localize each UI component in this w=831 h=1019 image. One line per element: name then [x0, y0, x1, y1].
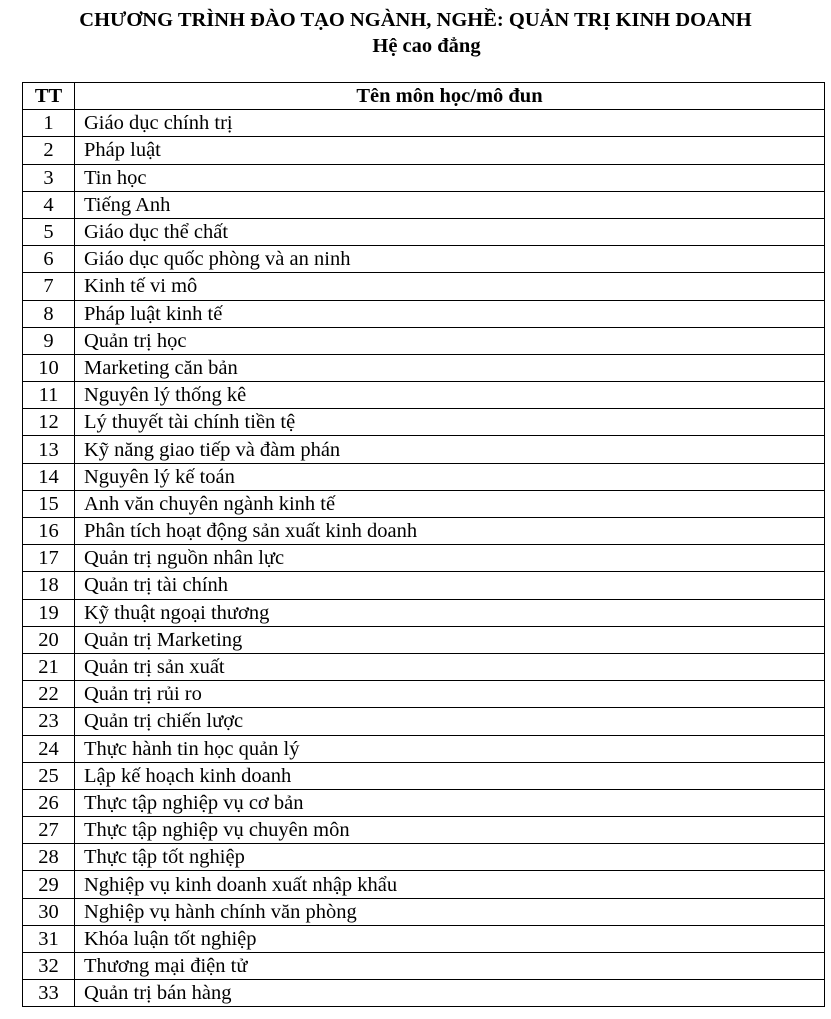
row-subject: Thương mại điện tử	[75, 953, 825, 980]
row-subject: Thực tập nghiệp vụ cơ bản	[75, 789, 825, 816]
row-number: 16	[23, 518, 75, 545]
table-row	[23, 925, 825, 952]
row-subject: Thực hành tin học quản lý	[75, 735, 825, 762]
table-row	[23, 653, 825, 680]
row-subject: Phân tích hoạt động sản xuất kinh doanh	[75, 518, 825, 545]
table-row	[23, 980, 825, 1007]
row-number: 26	[23, 789, 75, 816]
row-number: 5	[23, 218, 75, 245]
table-row	[23, 137, 825, 164]
row-subject: Quản trị sản xuất	[75, 653, 825, 680]
row-subject: Kỹ năng giao tiếp và đàm phán	[75, 436, 825, 463]
row-number: 28	[23, 844, 75, 871]
table-row	[23, 545, 825, 572]
table-row	[23, 436, 825, 463]
row-subject: Quản trị chiến lược	[75, 708, 825, 735]
table-row	[23, 871, 825, 898]
row-subject: Giáo dục quốc phòng và an ninh	[75, 246, 825, 273]
table-row	[23, 681, 825, 708]
row-subject: Pháp luật	[75, 137, 825, 164]
row-number: 19	[23, 599, 75, 626]
row-subject: Khóa luận tốt nghiệp	[75, 925, 825, 952]
header-subject: Tên môn học/mô đun	[75, 83, 825, 110]
header-number: TT	[23, 83, 75, 110]
table-row	[23, 626, 825, 653]
row-subject: Quản trị học	[75, 327, 825, 354]
row-number: 4	[23, 191, 75, 218]
table-row	[23, 490, 825, 517]
row-number: 24	[23, 735, 75, 762]
row-subject: Quản trị tài chính	[75, 572, 825, 599]
row-subject: Kinh tế vi mô	[75, 273, 825, 300]
document-title	[0, 7, 831, 59]
row-subject: Marketing căn bản	[75, 354, 825, 381]
row-subject: Tiếng Anh	[75, 191, 825, 218]
table-row	[23, 572, 825, 599]
row-subject: Nguyên lý kế toán	[75, 463, 825, 490]
row-subject: Lập kế hoạch kinh doanh	[75, 762, 825, 789]
table-body	[23, 110, 825, 1007]
row-number: 12	[23, 409, 75, 436]
row-subject: Pháp luật kinh tế	[75, 300, 825, 327]
table-row	[23, 708, 825, 735]
row-subject: Quản trị Marketing	[75, 626, 825, 653]
table-row	[23, 382, 825, 409]
row-number: 11	[23, 382, 75, 409]
table-row	[23, 409, 825, 436]
row-number: 1	[23, 110, 75, 137]
row-number: 20	[23, 626, 75, 653]
table-row	[23, 273, 825, 300]
row-subject: Nguyên lý thống kê	[75, 382, 825, 409]
row-number: 31	[23, 925, 75, 952]
table-row	[23, 327, 825, 354]
row-subject: Nghiệp vụ kinh doanh xuất nhập khẩu	[75, 871, 825, 898]
row-subject: Nghiệp vụ hành chính văn phòng	[75, 898, 825, 925]
row-number: 23	[23, 708, 75, 735]
row-number: 33	[23, 980, 75, 1007]
table-row	[23, 898, 825, 925]
row-subject: Anh văn chuyên ngành kinh tế	[75, 490, 825, 517]
table-row	[23, 246, 825, 273]
row-number: 22	[23, 681, 75, 708]
row-number: 6	[23, 246, 75, 273]
table-row	[23, 191, 825, 218]
title-program: CHƯƠNG TRÌNH ĐÀO TẠO NGÀNH, NGHỀ: QUẢN TRỊ KINH DOANH	[79, 9, 752, 31]
row-number: 3	[23, 164, 75, 191]
table-row	[23, 300, 825, 327]
table-row	[23, 463, 825, 490]
row-subject: Giáo dục thể chất	[75, 218, 825, 245]
row-subject: Thực tập tốt nghiệp	[75, 844, 825, 871]
table-header-row	[23, 83, 825, 110]
title-level: Hệ cao đẳng	[372, 35, 481, 57]
row-number: 8	[23, 300, 75, 327]
table-row	[23, 953, 825, 980]
row-number: 21	[23, 653, 75, 680]
row-number: 10	[23, 354, 75, 381]
table-row	[23, 110, 825, 137]
row-number: 14	[23, 463, 75, 490]
row-number: 2	[23, 137, 75, 164]
table-row	[23, 518, 825, 545]
row-subject: Kỹ thuật ngoại thương	[75, 599, 825, 626]
row-number: 13	[23, 436, 75, 463]
row-subject: Tin học	[75, 164, 825, 191]
row-number: 17	[23, 545, 75, 572]
table-row	[23, 789, 825, 816]
row-subject: Giáo dục chính trị	[75, 110, 825, 137]
row-subject: Quản trị rủi ro	[75, 681, 825, 708]
table-row	[23, 164, 825, 191]
row-number: 32	[23, 953, 75, 980]
row-subject: Quản trị bán hàng	[75, 980, 825, 1007]
row-subject: Thực tập nghiệp vụ chuyên môn	[75, 817, 825, 844]
table-row	[23, 354, 825, 381]
row-subject: Quản trị nguồn nhân lực	[75, 545, 825, 572]
table-row	[23, 844, 825, 871]
row-number: 9	[23, 327, 75, 354]
row-number: 29	[23, 871, 75, 898]
curriculum-table	[22, 82, 825, 1007]
row-number: 25	[23, 762, 75, 789]
row-number: 7	[23, 273, 75, 300]
table-row	[23, 218, 825, 245]
row-number: 30	[23, 898, 75, 925]
table-row	[23, 735, 825, 762]
table-row	[23, 762, 825, 789]
table-row	[23, 817, 825, 844]
row-number: 27	[23, 817, 75, 844]
row-number: 15	[23, 490, 75, 517]
table-row	[23, 599, 825, 626]
row-number: 18	[23, 572, 75, 599]
row-subject: Lý thuyết tài chính tiền tệ	[75, 409, 825, 436]
